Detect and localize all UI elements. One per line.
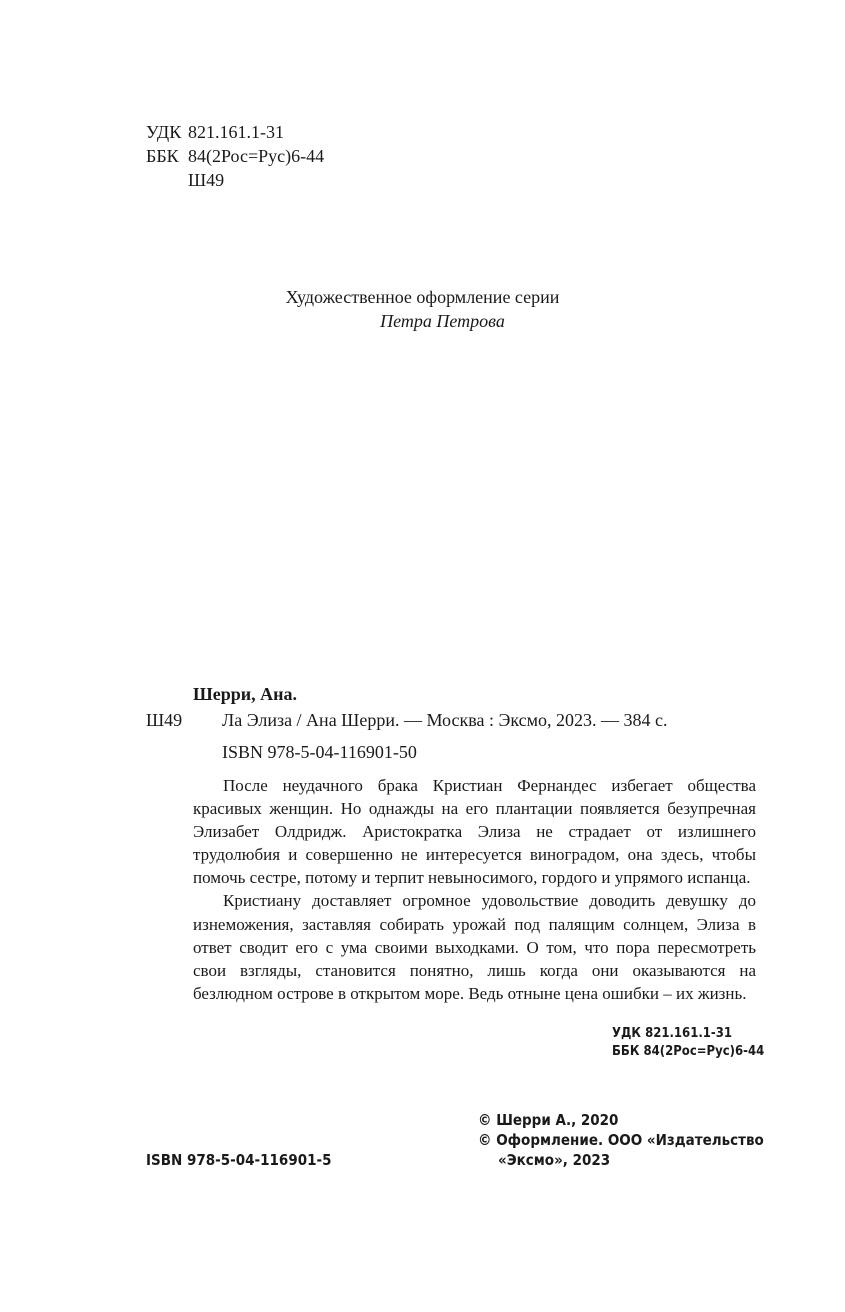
design-credit-label: Художественное оформление серии [285,287,560,307]
udk-row [146,120,324,144]
bibliographic-description: Ла Элиза / Ана Шерри. — Москва : Эксмо, 2023. — 384 с. [222,710,668,730]
design-credit [0,285,845,333]
bbk-row [146,144,324,168]
right-bbk: ББК 84(2Рос=Рус)6-44 [612,1044,765,1059]
bbk-label: ББК [146,146,179,166]
bbk-value: 84(2Рос=Рус)6-44 [188,146,325,166]
udk-value: 821.161.1-31 [188,122,284,142]
right-codes [612,1025,764,1061]
designer-name: Петра Петрова [380,311,505,331]
catalog-isbn: ISBN 978-5-04-116901-50 [222,742,417,762]
copyright-line-2: © Оформление. ООО «Издательство [478,1131,764,1149]
annotation-paragraph-1: После неудачного брака Кристиан Фернандес избегает общества красивых женщин. Но однажды на его плантации появляется безупречная Элизабет Олдридж. Аристократка Элиза не страдает от излишнего трудолюбия и совершенно не интересуется виноградом, она здесь, чтобы помочь сестре, потому и терпит невыносимого, гордого и упрямого испанца. [193,776,756,888]
copyright-line-3: «Эксмо», 2023 [498,1151,611,1169]
isbn-footer: ISBN 978-5-04-116901-5 [146,1151,332,1169]
author-mark: Ш49 [188,170,225,190]
annotation [193,774,756,1005]
udk-label: УДК [146,122,182,142]
catalog-author: Шерри, Ана. [193,684,298,704]
classification-block [146,120,324,192]
copyright-block [478,1110,764,1170]
right-udk: УДК 821.161.1-31 [612,1026,733,1041]
annotation-paragraph-2: Кристиану доставляет огромное удовольствие доводить девушку до изнеможения, заставляя собирать урожай под палящим солнцем, Элиза в ответ сводит его с ума своими выходками. О том, что пора пересмотреть свои взгляды, становится понятно, лишь когда они оказываются на безлюдном острове в открытом море. Ведь отныне цена ошибки – их жизнь. [193,891,756,1003]
copyright-line-1: © Шерри А., 2020 [478,1111,619,1129]
catalog-code: Ш49 [146,710,183,730]
